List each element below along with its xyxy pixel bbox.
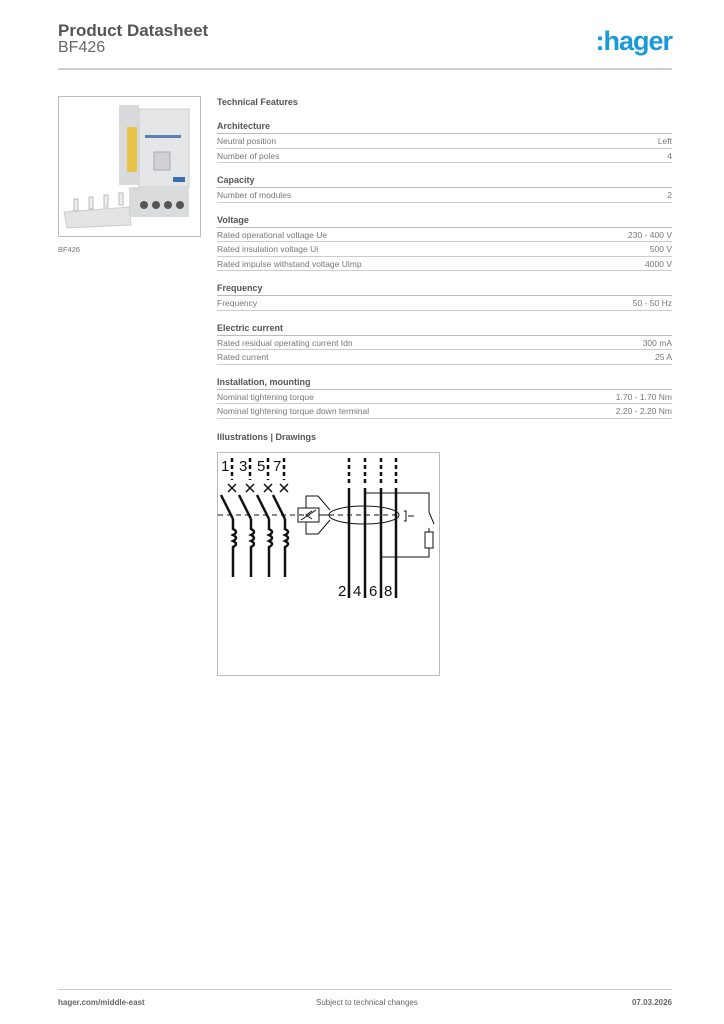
product-image-caption: BF426 <box>58 245 81 254</box>
feature-label: Rated impulse withstand voltage Uimp <box>217 258 362 269</box>
section-heading: Capacity <box>217 173 672 188</box>
feature-label: Number of poles <box>217 150 280 161</box>
wiring-diagram <box>217 452 440 676</box>
feature-value: 4 <box>667 150 672 161</box>
section-installation-mounting <box>217 375 672 419</box>
terminal-label: 7 <box>273 458 282 475</box>
feature-label: Neutral position <box>217 136 277 146</box>
hager-logo: :hager <box>595 26 672 56</box>
feature-row <box>217 188 672 203</box>
feature-value: 2.20 - 2.20 Nm <box>615 406 672 416</box>
terminal-label: 3 <box>239 458 248 475</box>
feature-label: Nominal tightening torque down terminal <box>217 406 370 416</box>
footer-notice: Subject to technical changes <box>316 998 418 1007</box>
feature-label: Rated residual operating current Idn <box>217 337 353 348</box>
feature-value: 50 - 50 Hz <box>632 298 672 308</box>
terminal-label: 6 <box>369 583 378 600</box>
feature-value: Left <box>657 136 672 146</box>
feature-value: 4000 V <box>645 258 672 269</box>
feature-value: 500 V <box>649 244 672 254</box>
section-capacity <box>217 173 672 203</box>
feature-label: Frequency <box>217 298 258 308</box>
section-heading: Voltage <box>217 213 672 228</box>
footer-website-link[interactable]: hager.com/middle-east <box>58 998 145 1007</box>
feature-label: Nominal tightening torque <box>217 391 314 402</box>
section-heading: Frequency <box>217 281 672 296</box>
feature-row <box>217 228 672 243</box>
feature-value: 25 A <box>654 352 672 362</box>
product-code: BF426 <box>58 39 106 56</box>
feature-label: Rated current <box>217 352 269 362</box>
feature-row <box>217 336 672 351</box>
feature-row <box>217 296 672 311</box>
terminal-label: 5 <box>257 458 266 475</box>
section-voltage <box>217 213 672 272</box>
technical-features-title: Technical Features <box>217 97 298 107</box>
feature-row <box>217 242 672 257</box>
feature-label: Rated insulation voltage Ui <box>217 244 319 254</box>
product-image <box>58 96 201 237</box>
technical-features <box>217 95 672 429</box>
terminal-label: 4 <box>353 583 362 600</box>
footer-divider <box>58 989 672 990</box>
feature-row <box>217 134 672 149</box>
feature-row <box>217 404 672 419</box>
header-divider <box>58 68 672 70</box>
section-electric-current <box>217 321 672 365</box>
feature-label: Rated operational voltage Ue <box>217 229 328 240</box>
section-heading: Architecture <box>217 119 672 134</box>
section-architecture <box>217 119 672 163</box>
circuit-breaker-poles <box>221 458 288 577</box>
feature-label: Number of modules <box>217 190 292 200</box>
terminal-label: 8 <box>384 583 393 600</box>
feature-row <box>217 390 672 405</box>
feature-row <box>217 149 672 164</box>
feature-value: 300 mA <box>642 337 672 348</box>
page-title: Product Datasheet <box>58 21 209 40</box>
section-heading: Electric current <box>217 321 672 336</box>
feature-row <box>217 257 672 272</box>
terminal-label: 2 <box>338 583 347 600</box>
feature-value: 230 - 400 V <box>628 229 672 240</box>
feature-row <box>217 350 672 365</box>
feature-value: 2 <box>667 190 672 200</box>
terminal-label: 1 <box>221 458 230 475</box>
rcd-poles <box>349 458 396 598</box>
illustrations-title: Illustrations | Drawings <box>217 432 317 442</box>
feature-value: 1.70 - 1.70 Nm <box>615 391 672 402</box>
footer-date: 07.03.2026 <box>631 998 672 1007</box>
section-frequency <box>217 281 672 311</box>
section-heading: Installation, mounting <box>217 375 672 390</box>
